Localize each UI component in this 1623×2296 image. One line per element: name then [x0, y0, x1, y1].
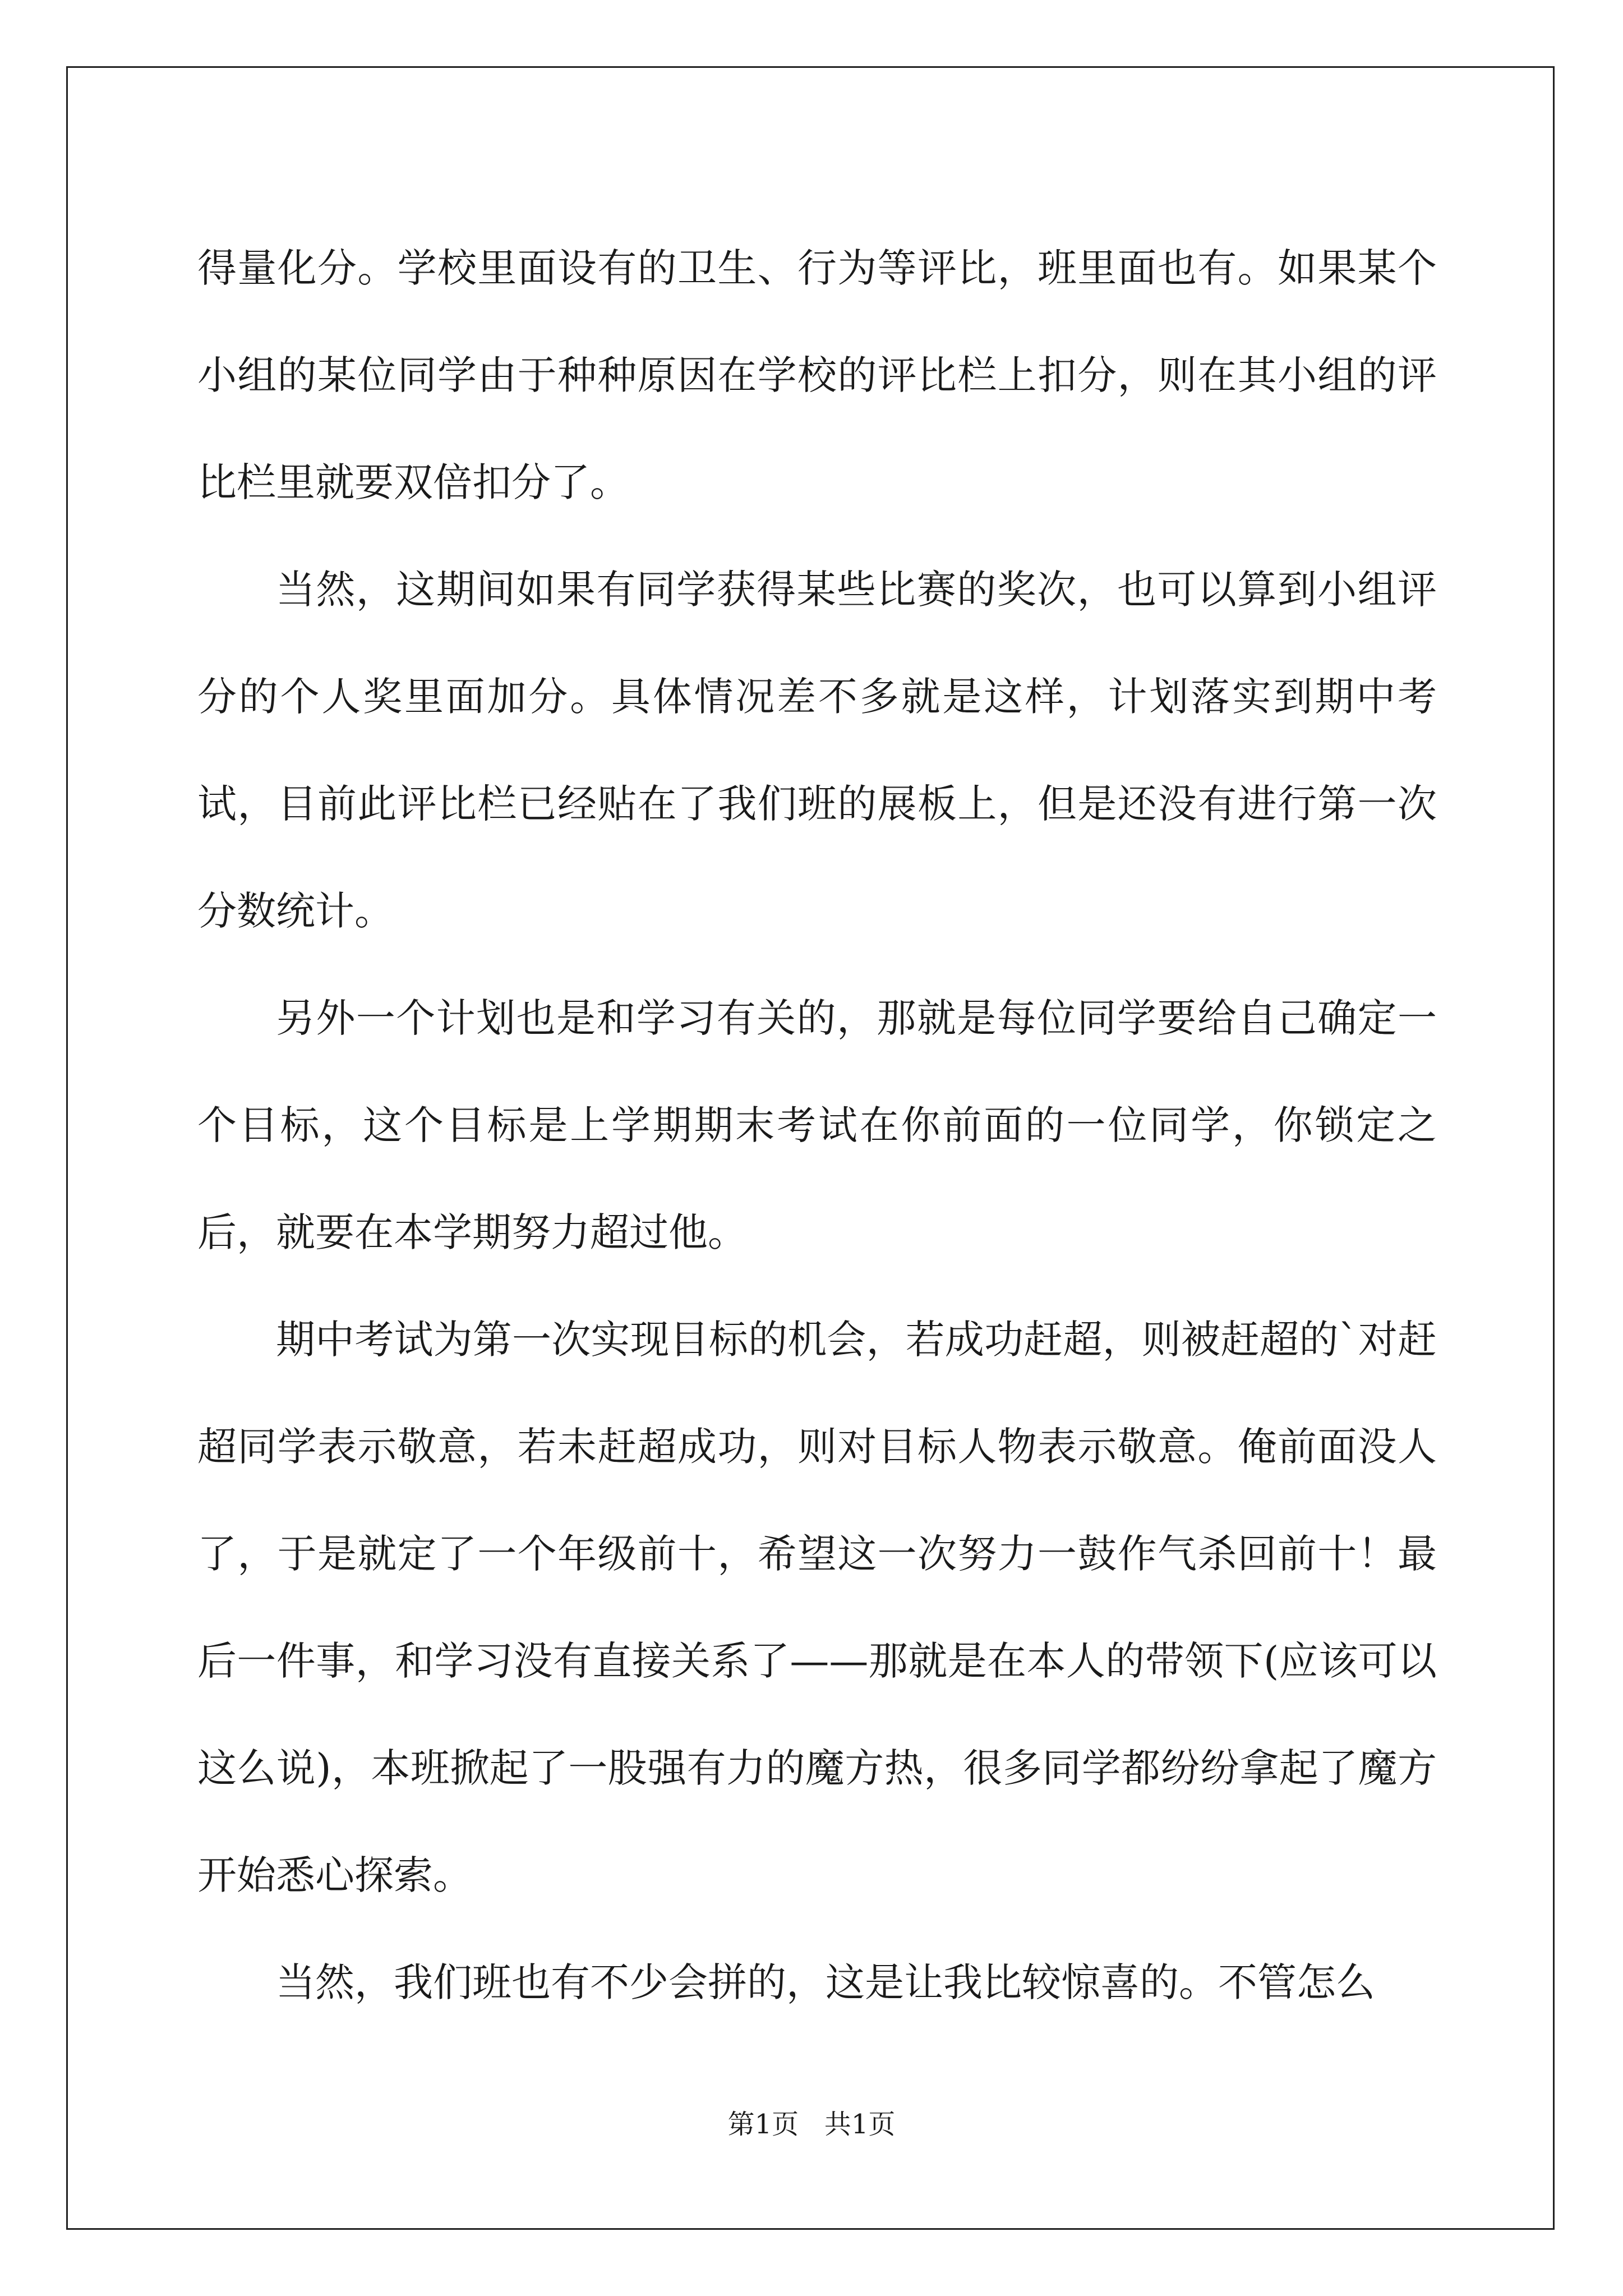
page-footer: 第1页 共1页	[727, 2109, 896, 2140]
paragraph-4: 期中考试为第一次实现目标的机会，若成功赶超，则被赶超的`对赶超同学表示敬意，若未赶超成功，则对目标人物表示敬意。俺前面没人了，于是就定了一个年级前十，希望这一次努力一鼓作气杀回前十！最后一件事，和学习没有直接关系了——那就是在本人的带领下(应该可以这么说)，本班掀起了一股强有力的魔方热，很多同学都纷纷拿起了魔方开始悉心探索。	[197, 1317, 1437, 1898]
paragraph-3: 另外一个计划也是和学习有关的，那就是每位同学要给自己确定一个目标，这个目标是上学期期末考试在你前面的一位同学，你锁定之后，就要在本学期努力超过他。	[197, 995, 1437, 1255]
paragraph-5: 当然，我们班也有不少会拼的，这是让我比较惊喜的。不管怎么	[276, 1959, 1375, 2005]
paragraph-2: 当然，这期间如果有同学获得某些比赛的奖次，也可以算到小组评分的个人奖里面加分。具体情况差不多就是这样，计划落实到期中考试，目前此评比栏已经贴在了我们班的展板上，但是还没有进行第一次分数统计。	[197, 567, 1437, 934]
paragraph-1: 得量化分。学校里面设有的卫生、行为等评比，班里面也有。如果某个小组的某位同学由于种种原因在学校的评比栏上扣分，则在其小组的评比栏里就要双倍扣分了。	[197, 245, 1437, 505]
document-body	[197, 215, 1437, 2036]
